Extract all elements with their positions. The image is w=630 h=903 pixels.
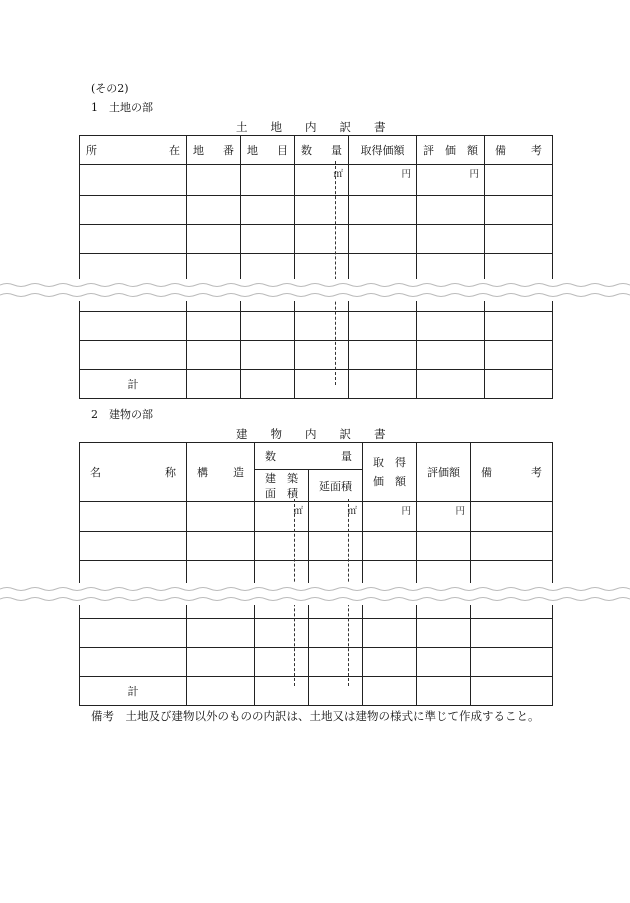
building-section-heading: 2 建物の部: [91, 408, 153, 421]
land-row: [80, 165, 553, 196]
land-table-break: [0, 279, 630, 301]
land-row: [80, 341, 553, 370]
land-unit-yen: 円: [469, 169, 479, 180]
land-quantity-dashed-line: [335, 161, 336, 385]
land-unit-yen: 円: [401, 169, 411, 180]
land-header-lot-number: 地 番: [187, 136, 241, 165]
land-header-row: [80, 136, 553, 165]
land-row: [80, 312, 553, 341]
land-table: [79, 135, 553, 399]
building-table-title: 建 物 内 訳 書: [236, 427, 386, 441]
building-row: [80, 502, 553, 532]
land-header-acquisition-price: 取得価額: [349, 136, 417, 165]
land-header-location: 所 在: [80, 136, 187, 165]
building-table: [79, 442, 553, 706]
land-header-quantity: 数 量: [295, 136, 349, 165]
building-unit-sqm: ㎡: [347, 506, 357, 517]
building-header-name: 名 称: [80, 443, 187, 502]
land-unit-sqm: ㎡: [333, 169, 343, 180]
page-label: (その2): [91, 82, 129, 95]
land-header-land-category: 地 目: [241, 136, 295, 165]
land-row: [80, 225, 553, 254]
building-header-floor-area: 延面積: [309, 470, 363, 502]
building-unit-sqm: ㎡: [293, 506, 303, 517]
land-header-remarks: 備 考: [485, 136, 553, 165]
building-row: [80, 648, 553, 677]
building-header-structure: 構 造: [187, 443, 255, 502]
building-header-remarks: 備 考: [471, 443, 553, 502]
building-header-quantity: 数 量: [255, 443, 363, 470]
land-section-heading: 1 土地の部: [91, 101, 153, 114]
land-header-appraisal: 評 価 額: [417, 136, 485, 165]
building-header-appraisal: 評価額: [417, 443, 471, 502]
remarks-note: 備考 土地及び建物以外のものの内訳は、土地又は建物の様式に準じて作成すること。: [91, 709, 540, 723]
building-total-label: 計: [80, 677, 187, 706]
building-header-row: [80, 443, 553, 470]
land-row: [80, 196, 553, 225]
building-total-row: [80, 677, 553, 706]
building-row: [80, 532, 553, 561]
land-total-label: 計: [80, 370, 187, 399]
building-header-building-area: 建 築 面 積: [255, 470, 309, 502]
land-total-row: [80, 370, 553, 399]
land-table-title: 土 地 内 訳 書: [236, 120, 386, 134]
building-unit-yen: 円: [455, 506, 465, 517]
building-table-break: [0, 583, 630, 605]
building-unit-yen: 円: [401, 506, 411, 517]
building-row: [80, 619, 553, 648]
building-header-acquisition-price: 取 得 価 額: [363, 443, 417, 502]
